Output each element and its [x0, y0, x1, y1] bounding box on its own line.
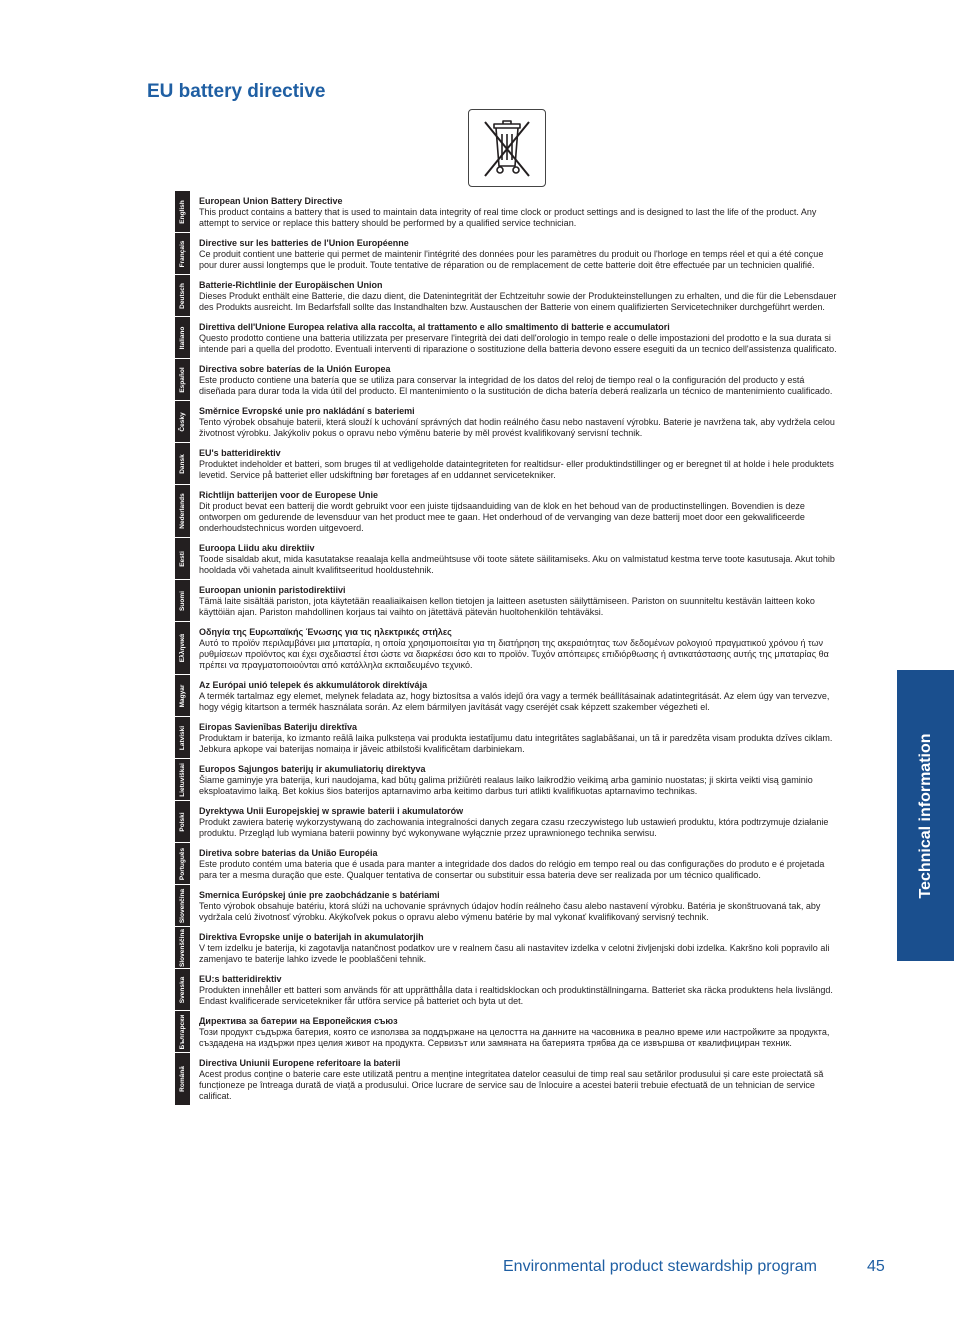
language-tab — [175, 485, 190, 538]
section-heading: European Union Battery Directive — [199, 196, 343, 206]
section-content — [190, 359, 840, 401]
language-label: Dansk — [178, 453, 186, 474]
language-tab — [175, 675, 190, 717]
language-tab — [175, 1011, 190, 1053]
language-label: Suomi — [178, 590, 186, 611]
language-section — [175, 275, 840, 317]
language-tab — [175, 317, 190, 359]
language-tab — [175, 927, 190, 969]
section-text: Този продукт съдържа батерия, която се използва за поддържане на целостта на данните на часовника в реално време или настройките за продукта, създадена на издържи през целия живот на продукта. Сервизът или замяната на батерията трябва да се извършва от квалифициран техник. — [199, 1027, 830, 1048]
section-text: A termék tartalmaz egy elemet, melynek feladata az, hogy biztosítsa a valós idejű óra vagy a termék beállításainak adatintegritását. Az elem úgy van tervezve, hogy végig kitartson a termék használata során. Az elem bármilyen javítását vagy cseréjét csak képzett szakember végezheti el. — [199, 691, 830, 712]
language-tab — [175, 717, 190, 759]
page-number: 45 — [867, 1258, 885, 1275]
section-text: Dit product bevat een batterij die wordt gebruikt voor een juiste tijdsaanduiding van de klok en het behoud van de productinstellingen. Bovendien is deze ontworpen om gedurende de levensduur van het product mee te gaan. Het onderhoud of de vervanging van deze batterij moet door een gekwalificeerde onderhoudstechnicus worden uitgevoerd. — [199, 501, 805, 533]
language-tab — [175, 759, 190, 801]
language-section — [175, 485, 840, 538]
language-label: Italiano — [178, 326, 186, 349]
language-section — [175, 580, 840, 622]
section-heading: Euroopa Liidu aku direktiiv — [199, 543, 315, 553]
language-tab — [175, 233, 190, 275]
language-tab — [175, 443, 190, 485]
language-section — [175, 622, 840, 675]
section-heading: Diretiva sobre baterias da União Européia — [199, 848, 378, 858]
section-text: Αυτό το προϊόν περιλαμβάνει μια μπαταρία, η οποία χρησιμοποιείται για τη διατήρηση της ακεραιότητας των δεδομένων ρολογιού πραγματικού χρόνου ή των ρυθμίσεων προϊόντος και έχει σχεδιαστεί έτσι ώστε να διαρκέσει όσο και το προϊόν. Τυχόν απόπειρες επιδιόρθωσης ή αντικατάστασης αυτής της μπαταρίας θα πρέπει να πραγματοποιούνται από κατάλληλα εκπαιδευμένο τεχνικό. — [199, 638, 829, 670]
section-text: Produkten innehåller ett batteri som används för att upprätthålla data i realtidsklockan och produktinställningarna. Batteriet ska räcka produktens hela livslängd. Endast kvalificerade servicetekniker får utföra service på batteriet och byta ut det. — [199, 985, 833, 1006]
language-label: Česky — [178, 411, 186, 432]
language-label: Ελληνικά — [178, 633, 186, 663]
language-section — [175, 717, 840, 759]
language-label: Nederlands — [178, 493, 186, 529]
section-heading: Direktiva Evropske unije o baterijah in akumulatorjih — [199, 932, 424, 942]
section-heading: Batterie-Richtlinie der Europäischen Union — [199, 280, 383, 290]
language-section — [175, 969, 840, 1011]
section-text: V tem izdelku je baterija, ki zagotavlja natančnost podatkov ure v realnem času ali nastavitev izdelka v celotni življenjski dobi izdelka. Kakršno koli popravilo ali zamenjavo te baterije lahko izvede le pooblaščeni tehnik. — [199, 943, 830, 964]
section-content — [190, 969, 840, 1011]
section-heading: Smernica Európskej únie pre zaobchádzanie s batériami — [199, 890, 440, 900]
page-title: EU battery directive — [147, 81, 326, 102]
language-tab — [175, 401, 190, 443]
section-content — [190, 1011, 840, 1053]
language-section — [175, 233, 840, 275]
language-section — [175, 538, 840, 580]
section-content — [190, 675, 840, 717]
section-tab — [897, 670, 954, 961]
language-section — [175, 359, 840, 401]
language-section — [175, 1011, 840, 1053]
section-heading: Az Európai unió telepek és akkumulátorok direktívája — [199, 680, 428, 690]
section-heading: Směrnice Evropské unie pro nakládání s bateriemi — [199, 406, 415, 416]
language-tab — [175, 969, 190, 1011]
section-heading: Direttiva dell'Unione Europea relativa alla raccolta, al trattamento e allo smaltimento di batterie e accumulatori — [199, 322, 670, 332]
section-content — [190, 927, 840, 969]
language-section — [175, 675, 840, 717]
language-label: English — [178, 199, 186, 224]
section-heading: Richtlijn batterijen voor de Europese Unie — [199, 490, 379, 500]
section-content — [190, 233, 840, 275]
section-content — [190, 843, 840, 885]
section-heading: Директива за батерии на Европейския съюз — [199, 1016, 398, 1026]
language-tab — [175, 885, 190, 927]
language-section — [175, 759, 840, 801]
language-section — [175, 801, 840, 843]
language-section — [175, 191, 840, 233]
section-content — [190, 622, 840, 675]
section-content — [190, 717, 840, 759]
language-tab — [175, 622, 190, 675]
section-heading: EU's batteridirektiv — [199, 448, 281, 458]
language-tab — [175, 275, 190, 317]
language-label: Română — [178, 1066, 186, 1092]
section-content — [190, 801, 840, 843]
language-section — [175, 401, 840, 443]
section-text: Tento výrobek obsahuje baterii, která slouží k uchování správných dat hodin reálného času nebo nastavení výrobku. Baterie je navržena tak, aby vydržela celou životnost výrobku. Jakýkoliv pokus o opravu nebo výměnu baterie by měl provést kvalifikovaný servisní technik. — [199, 417, 835, 438]
section-tab-label: Technical information — [916, 732, 934, 899]
section-heading: Directiva Uniunii Europene referitoare la baterii — [199, 1058, 401, 1068]
language-section — [175, 843, 840, 885]
language-tab — [175, 580, 190, 622]
language-label: Português — [178, 847, 186, 880]
language-section — [175, 927, 840, 969]
section-text: Ce produit contient une batterie qui permet de maintenir l'intégrité des données pour les paramètres du produit ou l'horloge en temps réel et qui a été conçue pour durer aussi longtemps que le produit. Toute tentative de réparation ou de remplacement de cette batterie doit être effectuée par un technicien qualifié. — [199, 249, 824, 270]
section-text: Questo prodotto contiene una batteria utilizzata per preservare l'integrità dei dati dell'orologio in tempo reale o delle impostazioni del prodotto e la sua durata si intende pari a quella del prodotto. Eventuali interventi di riparazione o sostituzione della batteria devono essere eseguiti da un tecnico dell'assistenza qualificato. — [199, 333, 837, 354]
language-tab — [175, 1053, 190, 1106]
section-text: This product contains a battery that is used to maintain data integrity of real time clock or product settings and is designed to last the life of the product. Any attempt to service or replace this battery should be performed by a qualified service technician. — [199, 207, 817, 228]
section-content — [190, 885, 840, 927]
language-label: Français — [178, 240, 186, 267]
section-content — [190, 485, 840, 538]
language-label: Lietuviškai — [178, 762, 186, 797]
language-tab — [175, 801, 190, 843]
section-heading: Europos Sąjungos baterijų ir akumuliatorių direktyva — [199, 764, 426, 774]
section-text: Este producto contiene una batería que se utiliza para conservar la integridad de los datos del reloj de tiempo real o la configuración del producto y está diseñada para durar toda la vida útil del producto. El mantenimiento o la sustitución de dicha batería deberá realizarla un técnico de mantenimiento cualificado. — [199, 375, 833, 396]
section-heading: EU:s batteridirektiv — [199, 974, 282, 984]
section-content — [190, 443, 840, 485]
section-text: Dieses Produkt enthält eine Batterie, die dazu dient, die Datenintegrität der Echtzeituhr sowie der Produkteinstellungen zu erhalten, und die für die Lebensdauer des Produkts ausreicht. Im Bedarfsfall sollte das Instandhalten bzw. Austauschen der Batterie von einem qualifizierten Servicetechniker durchgeführt werden. — [199, 291, 837, 312]
section-heading: Directiva sobre baterías de la Unión Europea — [199, 364, 391, 374]
section-content — [190, 759, 840, 801]
language-tab — [175, 843, 190, 885]
section-content — [190, 401, 840, 443]
section-heading: Dyrektywa Unii Europejskiej w sprawie baterii i akumulatorów — [199, 806, 464, 816]
section-text: Produkt zawiera baterię wykorzystywaną do zachowania integralności danych zegara czasu rzeczywistego lub ustawień produktu, która podtrzymuje działanie produktu. Przegląd lub wymiana baterii powinny być wykonywane wyłącznie przez uprawnionego technika serwisu. — [199, 817, 829, 838]
language-section — [175, 317, 840, 359]
section-heading: Directive sur les batteries de l'Union Européenne — [199, 238, 409, 248]
section-content — [190, 317, 840, 359]
section-content — [190, 275, 840, 317]
section-content — [190, 580, 840, 622]
section-text: Produktam ir baterija, ko izmanto reālā laika pulksteņa vai produkta iestatījumu datu integritātes saglabāšanai, un tā ir paredzēta visam produkta dzīves ciklam. Jebkura apkope vai baterijas nomaiņa ir jāveic atbilstoši kvalificētam darbiniekam. — [199, 733, 833, 754]
language-label: Български — [178, 1014, 186, 1049]
language-label: Deutsch — [178, 282, 186, 309]
language-label: Svenska — [178, 976, 186, 1003]
language-sections — [175, 191, 840, 1106]
section-heading: Euroopan unionin paristodirektiivi — [199, 585, 346, 595]
language-section — [175, 885, 840, 927]
section-text: Toode sisaldab akut, mida kasutatakse reaalaja kella andmeühtsuse või toote sätete säilitamiseks. Aku on valmistatud kestma terve toote kasutusaja. Akut tohib hooldada või vahetada ainult kvalifitseeritud hooldustehnik. — [199, 554, 835, 575]
language-label: Magyar — [178, 684, 186, 707]
language-label: Polski — [178, 811, 186, 832]
section-content — [190, 191, 840, 233]
language-section — [175, 1053, 840, 1106]
section-text: Este produto contém uma bateria que é usada para manter a integridade dos dados do relógio em tempo real ou das configurações do produto e é projetada para ter a mesma duração que este. Qualquer tentativa de consertar ou substituir essa bateria deve ser realizada por um técnico qualificado. — [199, 859, 825, 880]
language-tab — [175, 538, 190, 580]
section-text: Acest produs conține o baterie care este utilizată pentru a menține integritatea datelor ceasului de timp real sau setărilor produsului și care este proiectată să funcționeze pe întreaga durată de viață a produsului. Orice lucrare de service sau de înlocuire a acestei baterii trebuie efectuată de un tehnician de service calificat. — [199, 1069, 824, 1101]
section-text: Šiame gaminyje yra baterija, kuri naudojama, kad būtų galima prižiūrėti realaus laiko laikrodžio veikimą arba gaminio nuostatas; ji skirta veikti visą gaminio eksploatavimo laiką. Bet kokius šios baterijos aptarnavimo arba keitimo darbus turi atlikti kvalifikuotas aptarnavimo technikas. — [199, 775, 813, 796]
language-section — [175, 443, 840, 485]
language-label: Español — [178, 366, 186, 393]
language-label: Slovenščina — [178, 928, 186, 967]
footer-title: Environmental product stewardship program — [503, 1258, 817, 1275]
section-text: Tento výrobok obsahuje batériu, ktorá slúži na uchovanie správnych údajov hodín reálneho času alebo nastavení výrobku. Batéria je skonštruovaná tak, aby vydržala celú životnosť výrobku. Akýkoľvek pokus o opravu alebo výmenu batérie by mal vykonať kvalifikovaný servisný technik. — [199, 901, 821, 922]
language-tab — [175, 191, 190, 233]
language-label: Latviski — [178, 725, 186, 750]
language-label: Eesti — [178, 550, 186, 567]
section-content — [190, 538, 840, 580]
section-heading: Οδηγία της Ευρωπαϊκής Ένωσης για τις ηλεκτρικές στήλες — [199, 627, 452, 637]
section-text: Produktet indeholder et batteri, som bruges til at vedligeholde dataintegriteten for realtidsur- eller produktindstillinger og er beregnet til at holde i hele produktets levetid. Service på batteriet eller udskiftning bør foretages af en uddannet servicetekniker. — [199, 459, 834, 480]
section-text: Tämä laite sisältää pariston, jota käytetään reaaliaikaisen kellon tietojen ja laitteen asetusten säilyttämiseen. Pariston on suunniteltu kestävän laitteen koko käyttöiän ajan. Pariston mahdollinen korjaus tai vaihto on jätettävä pätevän huoltohenkilön tehtäväksi. — [199, 596, 815, 617]
section-content — [190, 1053, 840, 1106]
crossed-out-wheelie-bin-icon — [468, 109, 546, 187]
language-tab — [175, 359, 190, 401]
language-label: Slovenčina — [178, 888, 186, 923]
section-heading: Eiropas Savienības Bateriju direktīva — [199, 722, 358, 732]
